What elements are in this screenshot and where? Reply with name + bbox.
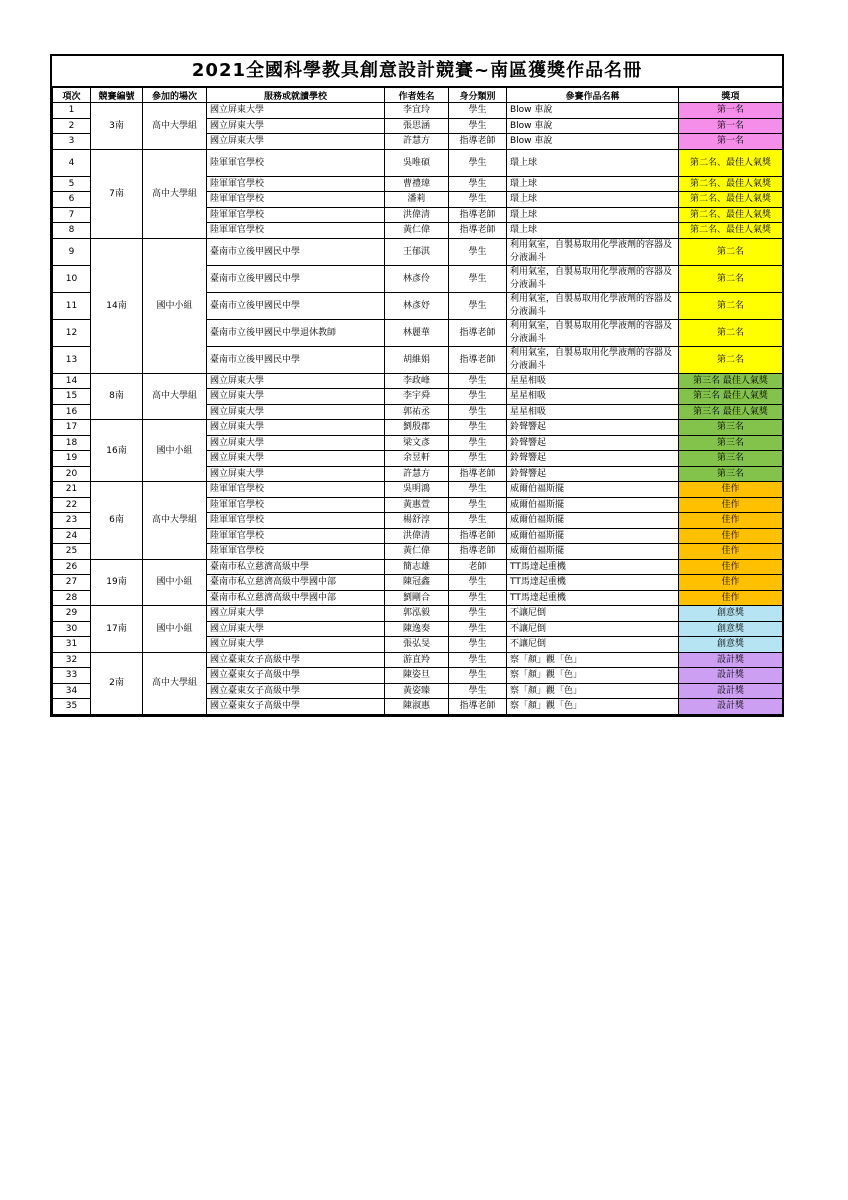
cell-school: 臺南市立後甲國民中學 [207, 238, 385, 265]
cell-role: 指導老師 [449, 134, 507, 150]
cell-award: 第二名、最佳人氣獎 [679, 149, 783, 176]
cell-school: 臺南市立後甲國民中學 [207, 265, 385, 292]
cell-code: 19南 [91, 559, 143, 606]
cell-role: 指導老師 [449, 544, 507, 560]
cell-author: 洪偉清 [385, 207, 449, 223]
cell-role: 學生 [449, 292, 507, 319]
cell-award: 第二名 [679, 238, 783, 265]
cell-work: 察「顏」觀「色」 [507, 652, 679, 668]
cell-session: 高中大學組 [143, 373, 207, 420]
cell-author: 簡志雄 [385, 559, 449, 575]
cell-role: 學生 [449, 513, 507, 529]
cell-role: 指導老師 [449, 223, 507, 239]
header-role: 身分類別 [449, 88, 507, 103]
cell-work: Blow 車說 [507, 118, 679, 134]
cell-role: 指導老師 [449, 528, 507, 544]
cell-no: 2 [53, 118, 91, 134]
cell-no: 13 [53, 346, 91, 373]
cell-role: 學生 [449, 420, 507, 436]
cell-school: 陸軍軍官學校 [207, 513, 385, 529]
cell-award: 佳作 [679, 482, 783, 498]
cell-work: Blow 車說 [507, 103, 679, 119]
cell-role: 學生 [449, 575, 507, 591]
cell-award: 佳作 [679, 544, 783, 560]
cell-code: 3南 [91, 103, 143, 150]
cell-school: 臺南市立後甲國民中學退休教師 [207, 319, 385, 346]
cell-no: 32 [53, 652, 91, 668]
cell-work: 鈴聲響起 [507, 451, 679, 467]
table-row [53, 373, 783, 389]
cell-no: 30 [53, 621, 91, 637]
cell-award: 第三名 最佳人氣獎 [679, 389, 783, 405]
cell-author: 吳明鴻 [385, 482, 449, 498]
cell-award: 創意獎 [679, 621, 783, 637]
cell-school: 陸軍軍官學校 [207, 192, 385, 208]
cell-no: 4 [53, 149, 91, 176]
cell-role: 學生 [449, 637, 507, 653]
cell-role: 學生 [449, 238, 507, 265]
cell-award: 第二名 [679, 319, 783, 346]
cell-award: 第一名 [679, 134, 783, 150]
cell-no: 18 [53, 435, 91, 451]
cell-no: 17 [53, 420, 91, 436]
cell-author: 陳淑惠 [385, 699, 449, 715]
cell-no: 3 [53, 134, 91, 150]
cell-author: 郭泓毅 [385, 606, 449, 622]
cell-work: TT馬達起重機 [507, 590, 679, 606]
table-row [53, 482, 783, 498]
cell-session: 高中大學組 [143, 482, 207, 560]
cell-author: 李宇舜 [385, 389, 449, 405]
cell-work: 威爾伯福斯擺 [507, 513, 679, 529]
cell-work: 環上球 [507, 207, 679, 223]
cell-no: 6 [53, 192, 91, 208]
cell-work: 環上球 [507, 192, 679, 208]
cell-award: 設計獎 [679, 668, 783, 684]
cell-work: 不讓尼倒 [507, 637, 679, 653]
page-title: 2021全國科學教具創意設計競賽~南區獲獎作品名冊 [52, 56, 782, 87]
cell-no: 1 [53, 103, 91, 119]
cell-role: 學生 [449, 265, 507, 292]
cell-award: 創意獎 [679, 606, 783, 622]
cell-no: 21 [53, 482, 91, 498]
cell-award: 設計獎 [679, 683, 783, 699]
cell-award: 第三名 最佳人氣獎 [679, 404, 783, 420]
cell-school: 國立屏東大學 [207, 621, 385, 637]
cell-author: 曹禮瑋 [385, 176, 449, 192]
table-row [53, 652, 783, 668]
cell-author: 李宜玲 [385, 103, 449, 119]
cell-author: 楊舒淳 [385, 513, 449, 529]
cell-work: 察「顏」觀「色」 [507, 683, 679, 699]
cell-no: 11 [53, 292, 91, 319]
cell-no: 5 [53, 176, 91, 192]
award-table [52, 87, 783, 715]
cell-session: 國中小組 [143, 238, 207, 373]
cell-award: 佳作 [679, 513, 783, 529]
cell-role: 學生 [449, 118, 507, 134]
cell-award: 第二名、最佳人氣獎 [679, 176, 783, 192]
cell-role: 學生 [449, 389, 507, 405]
cell-school: 國立屏東大學 [207, 103, 385, 119]
cell-school: 陸軍軍官學校 [207, 497, 385, 513]
cell-school: 國立屏東大學 [207, 118, 385, 134]
award-list-sheet [50, 54, 784, 717]
cell-author: 李政峰 [385, 373, 449, 389]
cell-code: 2南 [91, 652, 143, 714]
cell-school: 國立屏東大學 [207, 134, 385, 150]
cell-school: 國立屏東大學 [207, 389, 385, 405]
cell-school: 國立屏東大學 [207, 435, 385, 451]
cell-work: 環上球 [507, 149, 679, 176]
cell-role: 學生 [449, 373, 507, 389]
cell-role: 指導老師 [449, 319, 507, 346]
cell-award: 創意獎 [679, 637, 783, 653]
header-session: 參加的場次 [143, 88, 207, 103]
cell-author: 劉剛合 [385, 590, 449, 606]
cell-session: 高中大學組 [143, 149, 207, 238]
cell-school: 陸軍軍官學校 [207, 149, 385, 176]
cell-role: 學生 [449, 192, 507, 208]
cell-no: 27 [53, 575, 91, 591]
cell-school: 國立屏東大學 [207, 466, 385, 482]
cell-role: 學生 [449, 149, 507, 176]
cell-author: 陳姿旦 [385, 668, 449, 684]
cell-no: 7 [53, 207, 91, 223]
cell-session: 高中大學組 [143, 103, 207, 150]
cell-award: 第三名 [679, 420, 783, 436]
cell-work: 威爾伯福斯擺 [507, 497, 679, 513]
cell-role: 學生 [449, 668, 507, 684]
cell-work: 利用氣室，自製易取用化學液劑的容器及分液漏斗 [507, 238, 679, 265]
header-school: 服務或就讀學校 [207, 88, 385, 103]
cell-no: 19 [53, 451, 91, 467]
cell-school: 陸軍軍官學校 [207, 544, 385, 560]
cell-work: 察「顏」觀「色」 [507, 699, 679, 715]
cell-author: 梁文彥 [385, 435, 449, 451]
cell-author: 許慧方 [385, 134, 449, 150]
cell-school: 國立屏東大學 [207, 606, 385, 622]
cell-school: 國立屏東大學 [207, 451, 385, 467]
cell-school: 陸軍軍官學校 [207, 528, 385, 544]
cell-session: 國中小組 [143, 606, 207, 653]
cell-author: 陳逸奏 [385, 621, 449, 637]
cell-award: 第一名 [679, 118, 783, 134]
cell-school: 國立屏東大學 [207, 404, 385, 420]
table-row [53, 420, 783, 436]
cell-author: 王郁淇 [385, 238, 449, 265]
table-row [53, 149, 783, 176]
cell-award: 第二名、最佳人氣獎 [679, 207, 783, 223]
cell-award: 第二名 [679, 265, 783, 292]
cell-role: 學生 [449, 176, 507, 192]
table-row [53, 559, 783, 575]
cell-work: 鈴聲響起 [507, 420, 679, 436]
cell-role: 指導老師 [449, 699, 507, 715]
cell-role: 學生 [449, 435, 507, 451]
cell-author: 黃仁偉 [385, 544, 449, 560]
cell-award: 第二名 [679, 292, 783, 319]
cell-work: 威爾伯福斯擺 [507, 544, 679, 560]
cell-code: 16南 [91, 420, 143, 482]
cell-role: 老師 [449, 559, 507, 575]
cell-school: 陸軍軍官學校 [207, 207, 385, 223]
cell-award: 佳作 [679, 559, 783, 575]
cell-role: 指導老師 [449, 346, 507, 373]
cell-no: 23 [53, 513, 91, 529]
cell-school: 臺南市私立慈濟高級中學國中部 [207, 575, 385, 591]
cell-award: 設計獎 [679, 699, 783, 715]
cell-school: 國立臺東女子高級中學 [207, 699, 385, 715]
cell-author: 吳唯碩 [385, 149, 449, 176]
cell-role: 學生 [449, 621, 507, 637]
cell-role: 學生 [449, 451, 507, 467]
table-row [53, 103, 783, 119]
cell-no: 20 [53, 466, 91, 482]
cell-author: 林彥伶 [385, 265, 449, 292]
cell-code: 8南 [91, 373, 143, 420]
cell-work: 星星相吸 [507, 373, 679, 389]
cell-no: 24 [53, 528, 91, 544]
cell-work: 利用氣室，自製易取用化學液劑的容器及分液漏斗 [507, 265, 679, 292]
cell-no: 15 [53, 389, 91, 405]
cell-award: 第二名 [679, 346, 783, 373]
cell-work: 威爾伯福斯擺 [507, 482, 679, 498]
cell-work: 利用氣室，自製易取用化學液劑的容器及分液漏斗 [507, 319, 679, 346]
header-work: 參賽作品名稱 [507, 88, 679, 103]
table-row [53, 606, 783, 622]
cell-author: 林麗華 [385, 319, 449, 346]
cell-work: 不讓尼倒 [507, 606, 679, 622]
cell-work: TT馬達起重機 [507, 559, 679, 575]
cell-author: 張思涵 [385, 118, 449, 134]
cell-code: 17南 [91, 606, 143, 653]
cell-work: 鈴聲響起 [507, 466, 679, 482]
cell-school: 國立臺東女子高級中學 [207, 683, 385, 699]
cell-no: 29 [53, 606, 91, 622]
cell-school: 臺南市私立慈濟高級中學 [207, 559, 385, 575]
cell-no: 9 [53, 238, 91, 265]
cell-work: 星星相吸 [507, 389, 679, 405]
cell-award: 佳作 [679, 590, 783, 606]
cell-school: 陸軍軍官學校 [207, 223, 385, 239]
cell-author: 潘莉 [385, 192, 449, 208]
cell-school: 國立臺東女子高級中學 [207, 652, 385, 668]
cell-role: 學生 [449, 683, 507, 699]
cell-no: 31 [53, 637, 91, 653]
cell-no: 25 [53, 544, 91, 560]
cell-role: 學生 [449, 404, 507, 420]
cell-author: 劉殷郡 [385, 420, 449, 436]
cell-award: 佳作 [679, 528, 783, 544]
cell-school: 臺南市立後甲國民中學 [207, 346, 385, 373]
cell-work: 環上球 [507, 223, 679, 239]
cell-no: 33 [53, 668, 91, 684]
cell-award: 設計獎 [679, 652, 783, 668]
cell-work: 利用氣室，自製易取用化學液劑的容器及分液漏斗 [507, 346, 679, 373]
cell-no: 14 [53, 373, 91, 389]
cell-school: 臺南市私立慈濟高級中學國中部 [207, 590, 385, 606]
cell-session: 國中小組 [143, 420, 207, 482]
cell-award: 佳作 [679, 497, 783, 513]
cell-no: 12 [53, 319, 91, 346]
cell-author: 陳冠鑫 [385, 575, 449, 591]
cell-award: 佳作 [679, 575, 783, 591]
cell-author: 黃仁偉 [385, 223, 449, 239]
cell-role: 學生 [449, 497, 507, 513]
cell-code: 6南 [91, 482, 143, 560]
cell-author: 胡維娟 [385, 346, 449, 373]
cell-work: 星星相吸 [507, 404, 679, 420]
cell-no: 26 [53, 559, 91, 575]
cell-school: 國立臺東女子高級中學 [207, 668, 385, 684]
cell-work: 鈴聲響起 [507, 435, 679, 451]
cell-author: 洪偉清 [385, 528, 449, 544]
cell-no: 28 [53, 590, 91, 606]
header-code: 競賽編號 [91, 88, 143, 103]
cell-award: 第一名 [679, 103, 783, 119]
cell-session: 國中小組 [143, 559, 207, 606]
cell-award: 第三名 [679, 466, 783, 482]
table-body [53, 103, 783, 715]
cell-award: 第三名 最佳人氣獎 [679, 373, 783, 389]
cell-no: 35 [53, 699, 91, 715]
cell-author: 黃姿臻 [385, 683, 449, 699]
cell-no: 10 [53, 265, 91, 292]
cell-role: 學生 [449, 652, 507, 668]
cell-role: 學生 [449, 103, 507, 119]
header-no: 項次 [53, 88, 91, 103]
cell-award: 第二名、最佳人氣獎 [679, 192, 783, 208]
cell-school: 陸軍軍官學校 [207, 482, 385, 498]
cell-school: 國立屏東大學 [207, 373, 385, 389]
cell-award: 第三名 [679, 435, 783, 451]
cell-author: 郭祐丞 [385, 404, 449, 420]
cell-role: 指導老師 [449, 466, 507, 482]
cell-author: 林彥妤 [385, 292, 449, 319]
cell-school: 國立屏東大學 [207, 420, 385, 436]
cell-session: 高中大學組 [143, 652, 207, 714]
cell-school: 陸軍軍官學校 [207, 176, 385, 192]
cell-code: 14南 [91, 238, 143, 373]
cell-no: 16 [53, 404, 91, 420]
cell-work: 察「顏」觀「色」 [507, 668, 679, 684]
cell-work: 威爾伯福斯擺 [507, 528, 679, 544]
cell-role: 學生 [449, 606, 507, 622]
cell-no: 8 [53, 223, 91, 239]
header-author: 作者姓名 [385, 88, 449, 103]
cell-author: 張弘旻 [385, 637, 449, 653]
cell-author: 余昱軒 [385, 451, 449, 467]
cell-author: 游直羚 [385, 652, 449, 668]
cell-work: 環上球 [507, 176, 679, 192]
cell-no: 34 [53, 683, 91, 699]
cell-author: 黃惠萱 [385, 497, 449, 513]
cell-role: 學生 [449, 590, 507, 606]
cell-code: 7南 [91, 149, 143, 238]
header-award: 獎項 [679, 88, 783, 103]
cell-work: 不讓尼倒 [507, 621, 679, 637]
cell-role: 學生 [449, 482, 507, 498]
table-header-row [53, 88, 783, 103]
cell-award: 第三名 [679, 451, 783, 467]
cell-no: 22 [53, 497, 91, 513]
cell-work: TT馬達起重機 [507, 575, 679, 591]
cell-school: 國立屏東大學 [207, 637, 385, 653]
table-row [53, 238, 783, 265]
cell-role: 指導老師 [449, 207, 507, 223]
cell-work: 利用氣室，自製易取用化學液劑的容器及分液漏斗 [507, 292, 679, 319]
cell-work: Blow 車說 [507, 134, 679, 150]
cell-school: 臺南市立後甲國民中學 [207, 292, 385, 319]
cell-award: 第二名、最佳人氣獎 [679, 223, 783, 239]
cell-author: 許慧方 [385, 466, 449, 482]
